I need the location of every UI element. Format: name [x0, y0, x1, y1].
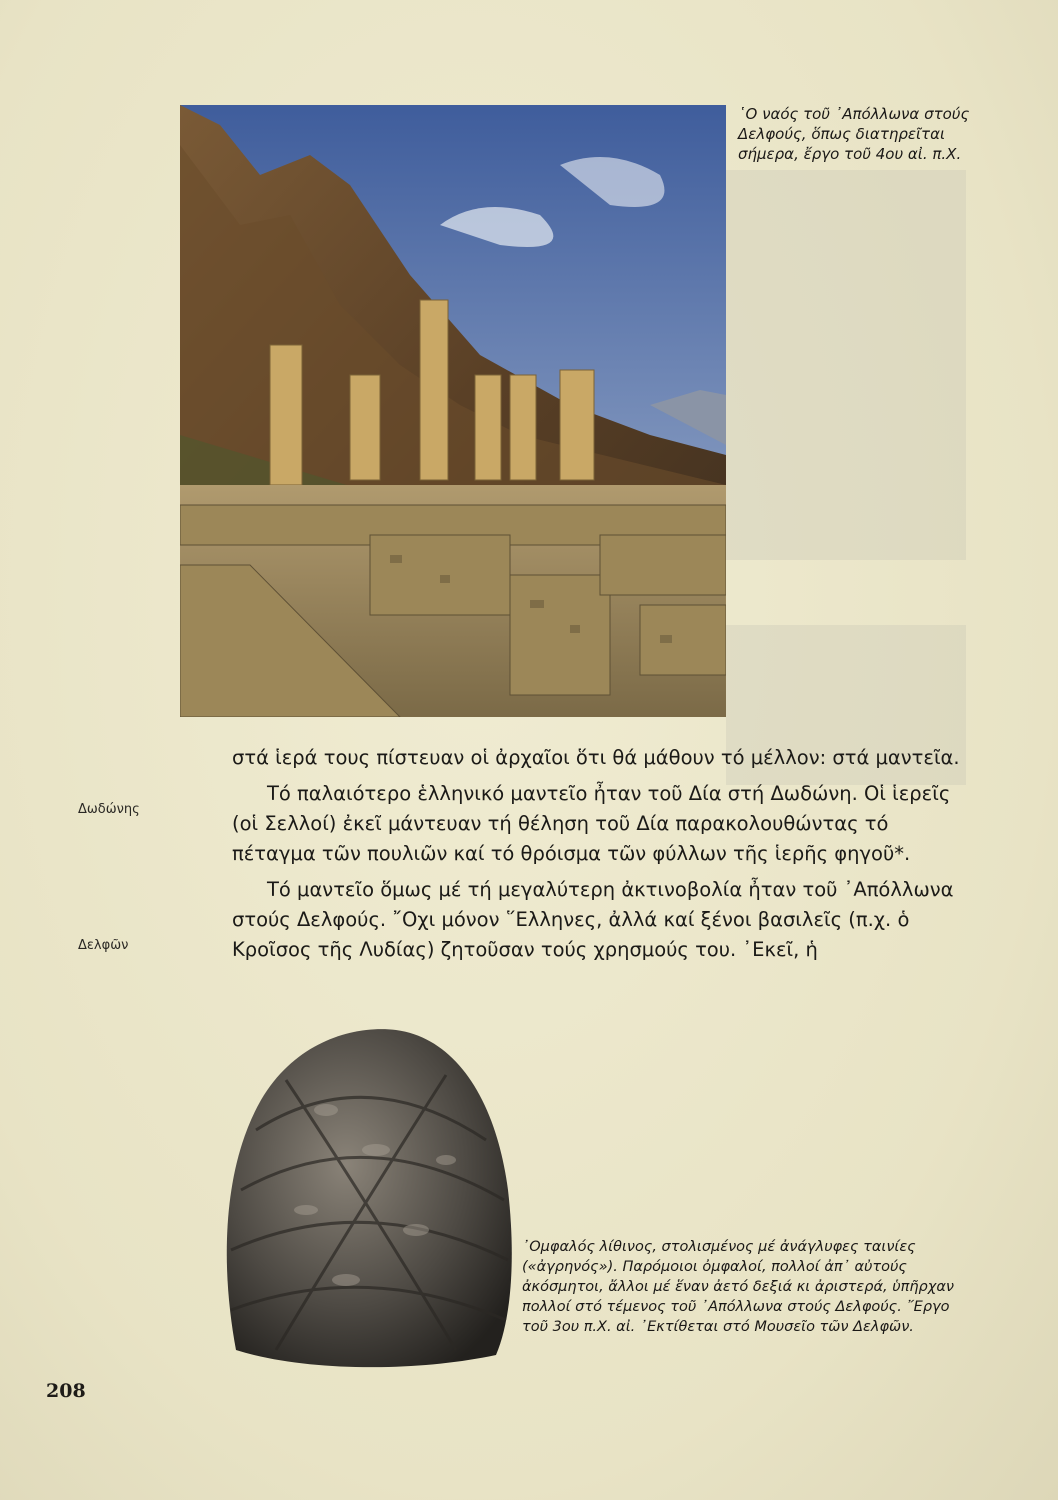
page-number: 208 [46, 1380, 86, 1402]
paragraph-dodona: Τό παλαιότερο ἑλληνικό μαντεῖο ἦταν τοῦ Δία στή Δωδώνη. Οἱ ἱερεῖς (οἱ Σελλοί) ἐκεῖ μάντευαν τή θέληση τοῦ Δία παρακολουθώντας τό πέταγμα τῶν πουλιῶν καί τό θρόισμα τῶν φύλλων τῆς ἱερῆς φηγοῦ*. [232, 782, 951, 865]
show-through-shadow [726, 170, 966, 560]
paragraph-oracles: στά ἱερά τους πίστευαν οἱ ἀρχαῖοι ὅτι θά μάθουν τό μέλλον: στά μαντεῖα. [232, 746, 960, 769]
margin-note-delphi: Δελφῶν [78, 938, 129, 953]
paragraph-delphi: Τό μαντεῖο ὅμως μέ τή μεγαλύτερη ἀκτινοβολία ἦταν τοῦ ᾿Απόλλωνα στούς Δελφούς. ῎Οχι μόνον ῞Ελληνες, ἀλλά καί ξένοι βασιλεῖς (π.χ. ὁ Κροῖσος τῆς Λυδίας) ζητοῦσαν τούς χρησμούς του. ᾿Εκεῖ, ἡ [232, 878, 954, 961]
temple-photo-caption: ῾Ο ναός τοῦ ᾿Απόλλωνα στούς Δελφούς, ὅπως διατηρεῖται σήμερα, ἔργο τοῦ 4ου αἰ. π.Χ. [738, 105, 970, 163]
omphalos-photo [216, 1020, 516, 1380]
temple-of-apollo-photo [180, 105, 726, 717]
omphalos-photo-caption: ᾿Ομφαλός λίθινος, στολισμένος μέ ἀνάγλυφες ταινίες («ἀγρηνός»). Παρόμοιοι ὀμφαλοί, πολλοί ἀπ᾿ αὐτούς ἀκόσμητοι, ἄλλοι μέ ἕναν ἀετό δεξιά κι ἀριστερά, ὑπῆρχαν πολλοί στό τέμενος τοῦ ᾿Απόλλωνα στούς Δελφούς. ῎Εργο τοῦ 3ου π.Χ. αἰ. ᾿Εκτίθεται στό Μουσεῖο τῶν Δελφῶν. [522, 1239, 954, 1335]
margin-note-dodoni: Δωδώνης [78, 802, 140, 817]
body-text [232, 743, 977, 965]
